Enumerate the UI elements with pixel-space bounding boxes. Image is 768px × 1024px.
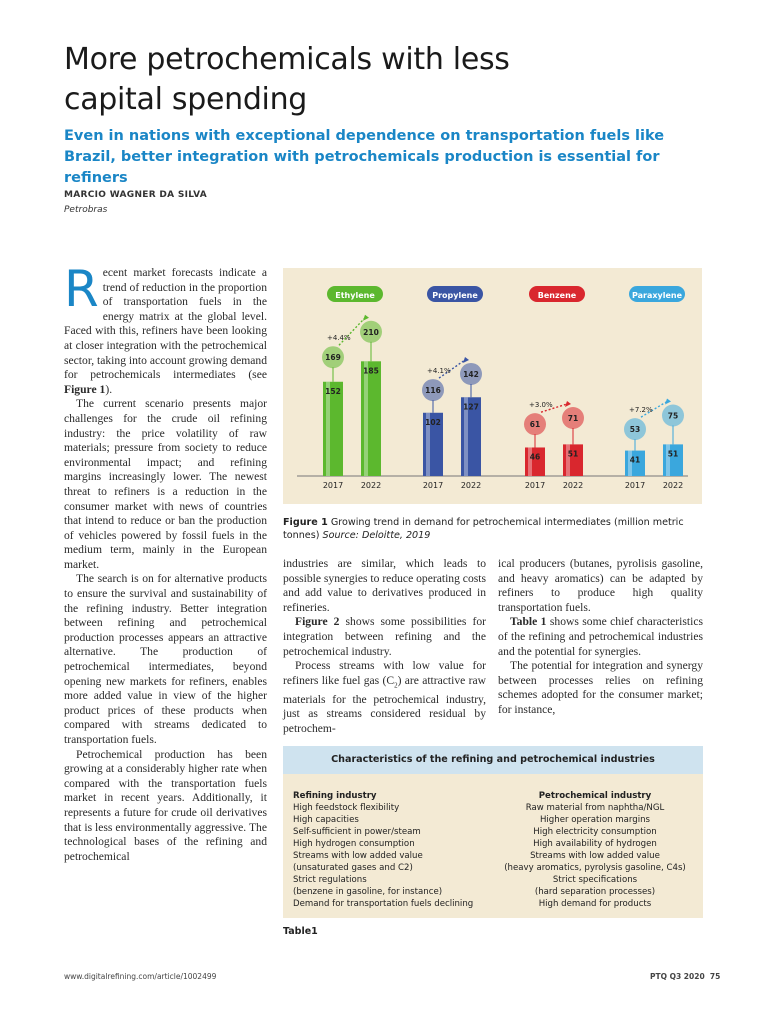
forecast-value-label: 75 [667,411,679,421]
bar-value-label: 185 [363,366,379,376]
forecast-value-label: 210 [363,327,379,337]
paragraph: Petrochemical production has been growing at a considerably higher rate when compared with the transportation fuels market in recent years. Additionally, it represents a future for crude oil derivatives that is less environmentally aggressive. The technological bases of the refining and petrochemical [64,747,267,863]
table-row: High availability of hydrogen [533,839,657,849]
author-name: MARCIO WAGNER DA SILVA [64,190,208,200]
chart-svg [283,268,702,504]
bar-value-label: 51 [567,449,579,459]
forecast-value-label: 169 [325,353,341,363]
paragraph: ical producers (butanes, pyrolisis gasoline, and heavy aromatics) can be adapted by refiners to produce high quality transportation fuels. [498,557,703,614]
legend-label: Benzene [537,291,577,300]
table-right-column [495,790,695,910]
bar-value-label: 102 [425,417,441,427]
forecast-value-label: 116 [425,386,441,396]
bar-value-label: 46 [529,452,541,462]
growth-label: +3.0% [529,401,553,410]
bar-value-label: 152 [325,386,341,396]
table-row: Streams with low added value [530,851,660,861]
table-row: Strict specifications [552,875,638,885]
x-tick-label: 2022 [562,481,584,490]
article-title: More petrochemicals with less capital spending [64,42,510,117]
table-row: Demand for transportation fuels declining [293,899,474,909]
table-reference: Table 1 [510,615,547,629]
table-row: Higher operation margins [539,815,651,825]
table-row: High demand for products [538,899,652,909]
x-tick-label: 2017 [524,481,546,490]
bar-value-label: 41 [629,455,641,465]
footer-url: www.digitalrefining.com/article/1002499 [64,972,217,981]
table-heading: Characteristics of the refining and petrochemical industries [283,746,703,774]
paragraph: The search is on for alternative products to ensure the survival and sustainability of the refining industry. Better integration between refining and petrochemical production processes appears an attractive alternative. The production of petrochemical intermediates, beyond opening new markets for refiners, enables more added value in view of the higher product prices of these products when compared with streams dedicated to transportation fuels. [64,572,267,746]
table-row: Raw material from naphtha/NGL [525,803,665,813]
table-right-header: Petrochemical industry [538,791,652,801]
forecast-value-label: 142 [463,369,479,379]
paragraph-text: shows some possibilities for integration between refining and the petrochemical industry. [283,615,486,658]
subscript: 2 [394,681,398,690]
x-tick-label: 2017 [322,481,344,490]
paragraph [283,659,486,736]
x-tick-label: 2022 [460,481,482,490]
body-column-3 [498,557,703,718]
table-1 [283,746,703,918]
growth-arrowhead [565,401,571,407]
growth-arrowhead [463,357,469,363]
table-row: (heavy aromatics, pyrolysis gasoline, C4s) [504,863,686,873]
paragraph-text: Process streams with low value for refiners like fuel gas (C [283,659,486,687]
table-row: Strict regulations [293,875,367,885]
growth-label: +4.4% [327,334,351,343]
table-row: High hydrogen consumption [293,839,415,849]
paragraph: The current scenario presents major challenges for the crude oil refining industry: the price volatility of raw materials; pressure from society to reduce environmental impact; and refining margins increasingly lower. The newest threat to refiners is a reduction in the consumer market with news of countries that intend to reduce or ban the production of vehicles powered by fossil fuels in the medium term, mainly in the European market. [64,397,267,571]
table-row: High capacities [293,815,359,825]
drop-cap: R [64,260,99,318]
footer-page-number: 75 [709,972,721,981]
table-left-header: Refining industry [293,791,377,801]
bar-value-label: 51 [667,449,679,459]
x-tick-label: 2022 [662,481,684,490]
forecast-value-label: 71 [567,413,579,423]
x-tick-label: 2017 [624,481,646,490]
paragraph [64,260,268,397]
table-left-column [293,790,493,910]
footer-issue [650,972,720,981]
figure-caption [283,516,703,542]
bar-highlight [326,382,330,476]
x-tick-label: 2022 [360,481,382,490]
body-column-1 [64,260,268,864]
table-row: High feedstock flexibility [293,803,400,813]
figure-reference: Figure 1 [64,382,106,396]
paragraph-text: ecent market forecasts indicate a trend of reduction in the proportion of transportation fuels in the energy matrix at the global level. Faced with this, refiners have been looking at closer integration with the petrochemical sector, taking into account growing demand for petrochemicals intermediates (see [64,266,268,382]
paragraph [498,615,703,659]
paragraph-text: ). [105,382,113,396]
paragraph-text: ) are attractive raw materials for the petrochemical industry, just as streams considered residual by petrochem- [283,673,486,735]
author-affiliation: Petrobras [64,205,108,215]
legend-label: Paraxylene [631,291,683,300]
legend-label: Ethylene [335,291,375,300]
growth-label: +4.1% [427,367,451,376]
forecast-value-label: 53 [629,425,641,435]
figure-source: Source: Deloitte, 2019 [322,530,431,541]
x-tick-label: 2017 [422,481,444,490]
footer-issue-text: PTQ Q3 2020 [650,972,705,981]
bar-highlight [364,361,368,476]
article-standfirst: Even in nations with exceptional dependence on transportation fuels like Brazil, better integration with petrochemicals production is essential for refiners [64,128,665,186]
growth-label: +7.2% [629,406,653,415]
paragraph-text: shows some chief characteristics of the refining and petrochemical industries and the potential for synergies. [498,615,704,658]
table-row: (unsaturated gases and C2) [293,863,413,873]
paragraph: industries are similar, which leads to possible synergies to reduce operating costs and add value to derivatives produced in refineries. [283,557,486,614]
legend-label: Propylene [432,291,478,300]
bar-value-label: 127 [463,402,479,412]
figure-caption-text: Growing trend in demand for petrochemical intermediates (million metric tonnes) [283,517,684,541]
figure-caption-label: Figure 1 [283,517,328,528]
figure-reference: Figure 2 [295,615,340,629]
table-row: (benzene in gasoline, for instance) [293,887,443,897]
table-row: (hard separation processes) [534,887,656,897]
growth-arrowhead [363,315,369,321]
paragraph: The potential for integration and synergy between processes relies on refining schemes adopted for the consumer market; for instance, [498,659,703,716]
table-row: Self-sufficient in power/steam [293,827,421,837]
body-column-2 [283,557,486,736]
table-row: Streams with low added value [293,851,423,861]
paragraph [283,615,486,659]
table-row: High electricity consumption [533,827,657,837]
table-label: Table1 [283,926,318,937]
forecast-value-label: 61 [529,420,541,430]
figure-1-chart [283,268,702,504]
